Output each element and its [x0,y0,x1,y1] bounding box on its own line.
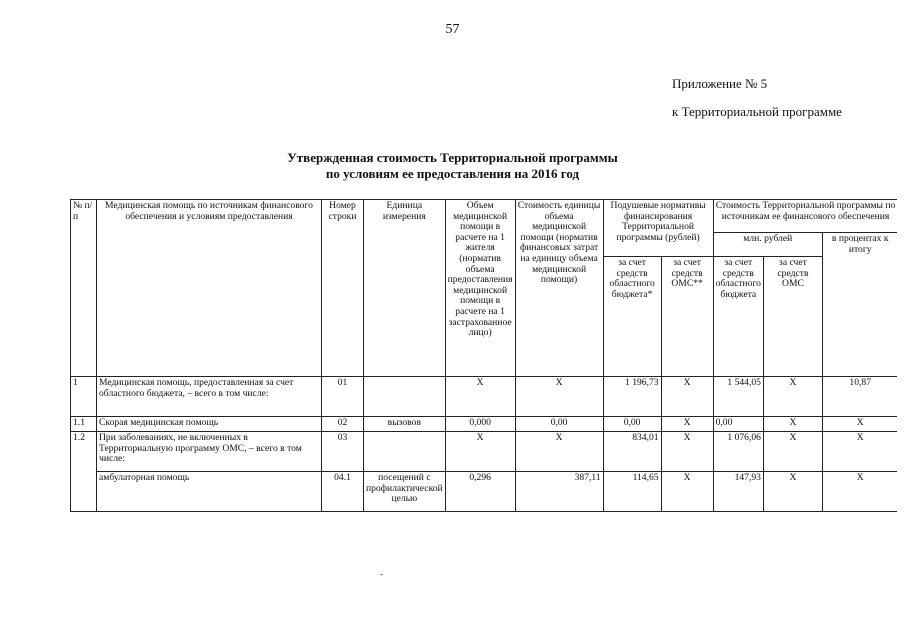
cell-pc-budget: 114,65 [603,472,661,512]
header-unit: Единица измерения [364,200,446,377]
cell-unit-cost: 387,11 [515,472,603,512]
header-pct: в процентах к итогу [822,233,897,377]
cell-pct: X [822,417,897,432]
header-mln-budget: за счет средств областного бюджета [713,257,763,377]
page-number: 57 [445,22,460,37]
cost-table [70,199,897,512]
cell-name: При заболеваниях, не включенных в Территориальную программу ОМС, – всего в том числе: [97,432,322,472]
table-row [71,432,898,472]
cell-row-no: 03 [322,432,364,472]
header-per-capita-budget: за счет средств областного бюджета* [603,257,661,377]
header-volume: Объем медицинской помощи в расчете на 1 жителя (норматив объема предоставления медицинской помощи в расчете на 1 застрахованное лицо) [445,200,515,377]
cell-volume: X [445,377,515,417]
cell-name: Медицинская помощь, предоставленная за счет областного бюджета, – всего в том числе: [97,377,322,417]
header-num: № п/п [71,200,97,377]
cell-mln-budget: 0,00 [713,417,763,432]
cell-pc-oms: X [661,377,713,417]
header-care: Медицинская помощь по источникам финансового обеспечения и условиям предоставления [97,200,322,377]
cell-row-no: 04.1 [322,472,364,512]
cell-name: амбулаторная помощь [97,472,322,512]
cell-mln-oms: X [763,417,822,432]
cell-unit: посещений с профилактической целью [364,472,446,512]
cell-pct: X [822,472,897,512]
cell-unit-cost: X [515,432,603,472]
cell-pc-oms: X [661,417,713,432]
cell-unit [364,432,446,472]
cell-pc-oms: X [661,432,713,472]
table-row [71,417,898,432]
cell-unit-cost: X [515,377,603,417]
cell-unit-cost: 0,00 [515,417,603,432]
cell-mln-oms: X [763,432,822,472]
cell-mln-oms: X [763,472,822,512]
header-per-capita-oms: за счет средств ОМС** [661,257,713,377]
header-row-1 [71,200,898,233]
cell-num [71,472,97,512]
cell-pc-budget: 1 196,73 [603,377,661,417]
cell-pc-budget: 0,00 [603,417,661,432]
header-mln-oms: за счет средств ОМС [763,257,822,377]
cell-mln-budget: 147,93 [713,472,763,512]
cell-volume: 0,296 [445,472,515,512]
cell-pc-budget: 834,01 [603,432,661,472]
document-title-line-2: по условиям ее предоставления на 2016 год [325,166,580,181]
cell-mln-oms: X [763,377,822,417]
header-per-capita: Подушевые нормативы финансирования Территориальной программы (рублей) [603,200,713,257]
header-unit-cost: Стоимость единицы объема медицинской помощи (норматив финансовых затрат на единицу объема медицинской помощи) [515,200,603,377]
table-row [71,377,898,417]
annex-subtitle: к Территориальной программе [672,104,842,119]
cell-pct: 10,87 [822,377,897,417]
cell-num: 1 [71,377,97,417]
annex-reference [672,70,842,126]
cell-row-no: 02 [322,417,364,432]
document-title-line-1: Утвержденная стоимость Территориальной программы [287,150,618,165]
cell-volume: X [445,432,515,472]
cell-num: 1.1 [71,417,97,432]
cell-volume: 0,000 [445,417,515,432]
cell-num: 1.2 [71,432,97,472]
cell-unit: вызовов [364,417,446,432]
header-row-no: Номер строки [322,200,364,377]
header-mln: млн. рублей [713,233,822,257]
annex-title: Приложение № 5 [672,76,768,91]
cell-row-no: 01 [322,377,364,417]
scan-speck [380,574,383,575]
table-row [71,472,898,512]
cell-name: Скорая медицинская помощь [97,417,322,432]
cell-mln-budget: 1 544,05 [713,377,763,417]
cell-pct: X [822,432,897,472]
cell-mln-budget: 1 076,06 [713,432,763,472]
header-cost-group: Стоимость Территориальной программы по источникам ее финансового обеспечения [713,200,897,233]
cell-pc-oms: X [661,472,713,512]
document-title [0,150,905,182]
cell-unit [364,377,446,417]
